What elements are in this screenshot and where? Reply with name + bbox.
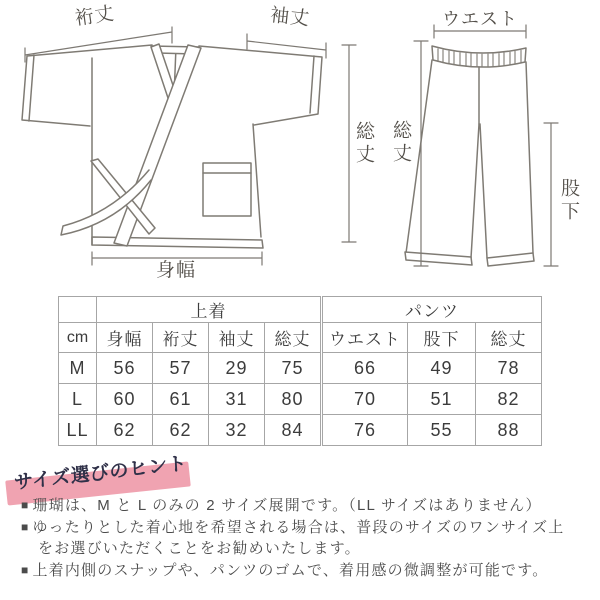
garment-diagrams [0, 0, 600, 290]
label-waist: ウエスト [442, 9, 518, 29]
hint-text: をお選びいただくことをお勧めいたします。 [38, 540, 361, 557]
cell: 66 [322, 353, 408, 384]
col-header-yukitake: 裄丈 [153, 323, 209, 353]
label-mihaba: 身幅 [155, 260, 196, 281]
cell: 84 [265, 415, 322, 446]
hint-item [21, 517, 591, 539]
hint-text: ゆったりとした着心地を希望される場合は、普段のサイズのワンサイズ上 [32, 518, 565, 536]
group-header-pants: パンツ [322, 297, 542, 323]
label-yukitake: 裄丈 [73, 3, 117, 30]
col-header-waist: ウエスト [322, 323, 408, 353]
pocket [203, 163, 251, 216]
hint-text: 珊瑚は、M と L のみの 2 サイズ展開です。（LL サイズはありません） [32, 497, 542, 514]
left-sleeve [22, 45, 152, 126]
group-header-jacket: 上着 [97, 297, 322, 323]
right-sleeve [199, 46, 322, 125]
table-row [59, 353, 542, 384]
label-matashita: 股下 [558, 178, 579, 224]
label-pants-sotake: 総丈 [390, 120, 411, 166]
col-header-sotake-jacket: 総丈 [265, 323, 322, 353]
cell: 78 [476, 353, 542, 384]
left-cuff-line [29, 55, 34, 121]
col-header-matashita: 股下 [408, 323, 476, 353]
cell: 55 [408, 415, 476, 446]
cell: 31 [209, 384, 265, 415]
hints-title: サイズ選びのヒント [13, 453, 188, 494]
size-table [58, 296, 542, 446]
cell: 29 [209, 353, 265, 384]
col-header-mihaba: 身幅 [97, 323, 153, 353]
bullet-square-icon: ■ [21, 562, 30, 577]
hint-item [21, 495, 591, 517]
front-overlap-band [114, 45, 201, 246]
right-hem-band [487, 253, 534, 266]
size-label: LL [59, 415, 97, 446]
cell: 80 [265, 384, 322, 415]
cell: 49 [408, 353, 476, 384]
cell: 62 [153, 415, 209, 446]
bullet-square-icon: ■ [21, 519, 30, 534]
right-cuff-line [310, 56, 314, 113]
blank-cell [59, 297, 97, 323]
hint-text: 上着内側のスナップや、パンツのゴムで、着用感の微調整が可能です。 [32, 561, 549, 579]
hint-item-continuation [21, 538, 591, 560]
cell: 57 [153, 353, 209, 384]
right-leg-outer [526, 62, 533, 253]
left-hem-band [405, 252, 472, 265]
label-sodetake: 袖丈 [269, 4, 312, 31]
bullet-square-icon: ■ [21, 498, 30, 512]
pants-line-art [405, 46, 534, 266]
body-right-edge [253, 124, 261, 237]
size-label: L [59, 384, 97, 415]
col-header-sodetake: 袖丈 [209, 323, 265, 353]
table-row [59, 415, 542, 446]
unit-header: cm [59, 323, 97, 353]
cell: 32 [209, 415, 265, 446]
cell: 70 [322, 384, 408, 415]
jacket-line-art [22, 44, 322, 248]
col-header-sotake-pants: 総丈 [476, 323, 542, 353]
right-leg-inner [480, 124, 487, 258]
waistband [432, 46, 526, 67]
cell: 51 [408, 384, 476, 415]
cell: 82 [476, 384, 542, 415]
dim-pants-sotake [414, 41, 428, 266]
cell: 62 [97, 415, 153, 446]
cell: 61 [153, 384, 209, 415]
hint-item [21, 560, 591, 582]
cell: 75 [265, 353, 322, 384]
size-hints-list [21, 495, 591, 581]
cell: 88 [476, 415, 542, 446]
size-label: M [59, 353, 97, 384]
cell: 76 [322, 415, 408, 446]
cell: 56 [97, 353, 153, 384]
left-leg-inner [471, 124, 479, 258]
cell: 60 [97, 384, 153, 415]
label-jacket-sotake: 総丈 [353, 121, 374, 167]
dim-matashita [544, 123, 558, 266]
table-row [59, 384, 542, 415]
